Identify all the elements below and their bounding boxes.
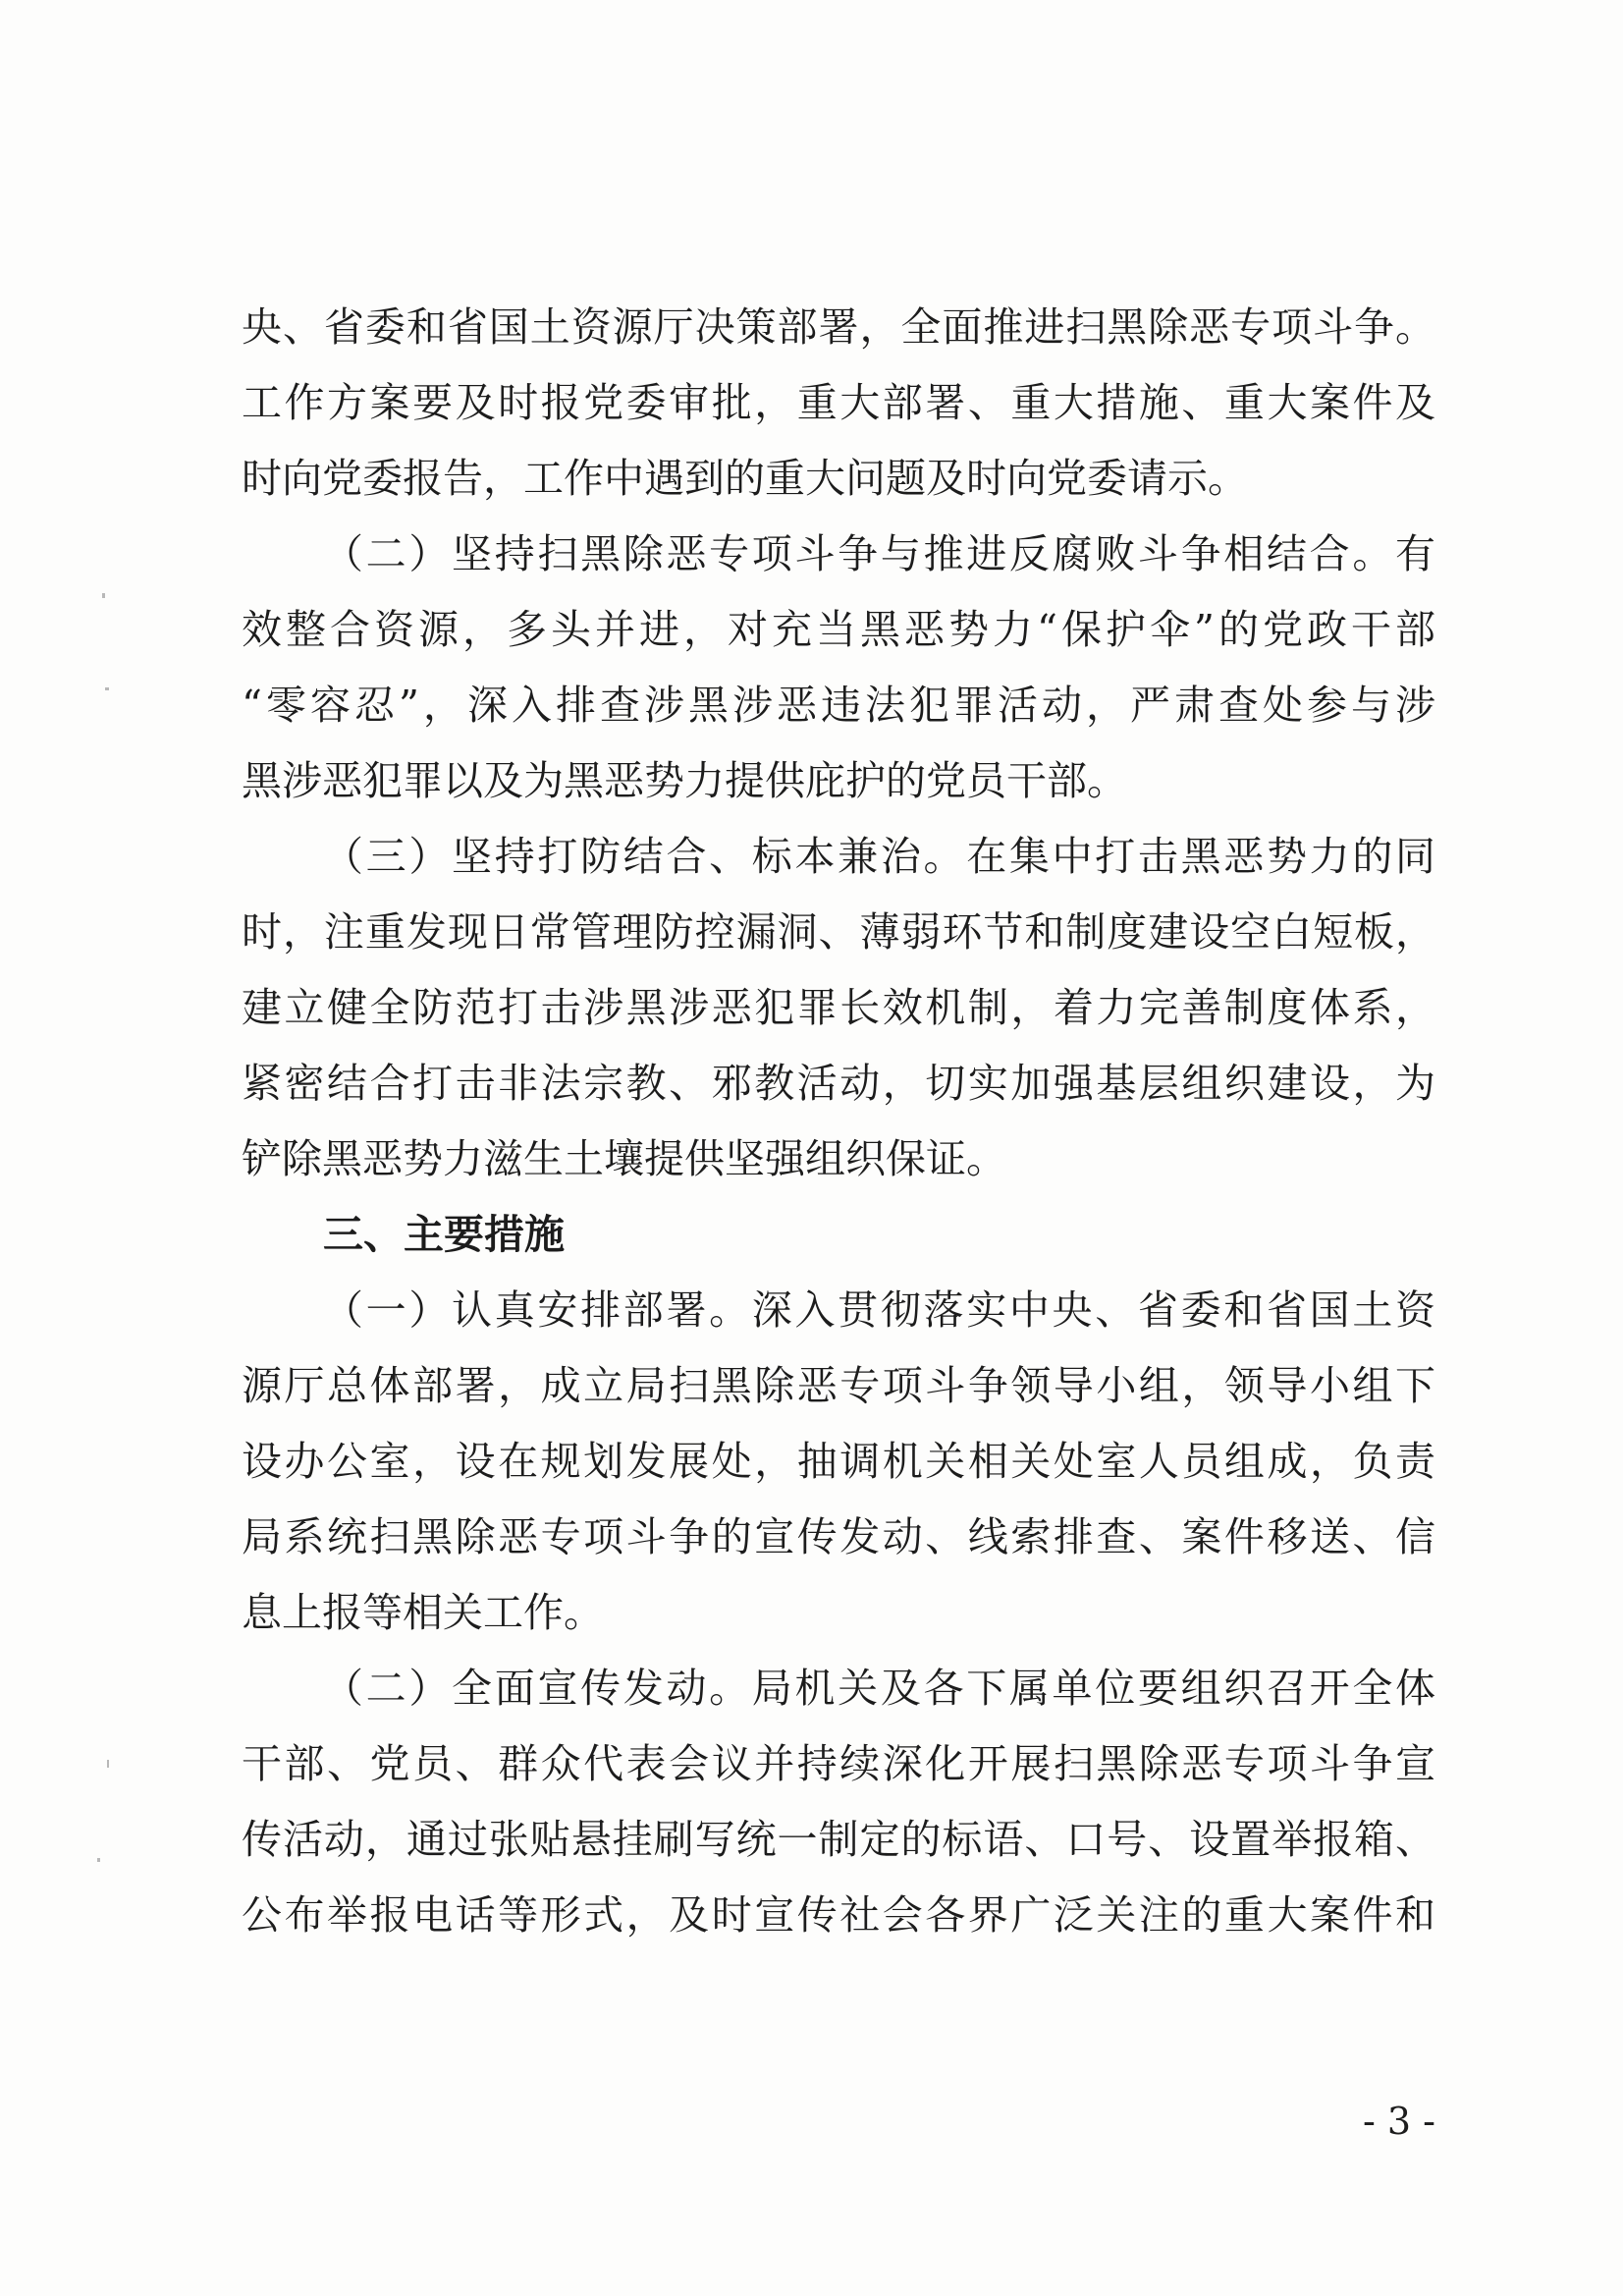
section-heading: 三、主要措施 xyxy=(323,1211,565,1258)
page-number: - 3 - xyxy=(1362,2100,1435,2143)
scan-speck xyxy=(102,593,105,598)
text-line: 时向党委报告，工作中遇到的重大问题及时向党委请示。 xyxy=(242,455,1248,502)
text-line: 公布举报电话等形式，及时宣传社会各界广泛关注的重大案件和 xyxy=(242,1891,1435,1939)
text-line: 建立健全防范打击涉黑涉恶犯罪长效机制，着力完善制度体系， xyxy=(242,984,1435,1031)
text-line: 黑涉恶犯罪以及为黑恶势力提供庇护的党员干部。 xyxy=(242,757,1127,804)
text-line: 铲除黑恶势力滋生土壤提供坚强组织保证。 xyxy=(242,1135,1006,1182)
text-line: 干部、党员、群众代表会议并持续深化开展扫黑除恶专项斗争宣 xyxy=(242,1740,1435,1787)
text-line: 设办公室，设在规划发展处，抽调机关相关处室人员组成，负责 xyxy=(242,1438,1435,1485)
text-line: 央、省委和省国土资源厅决策部署，全面推进扫黑除恶专项斗争。 xyxy=(242,303,1435,351)
text-line: 息上报等相关工作。 xyxy=(242,1589,604,1636)
scan-speck xyxy=(105,687,109,690)
text-line: 局系统扫黑除恶专项斗争的宣传发动、线索排查、案件移送、信 xyxy=(242,1513,1435,1560)
text-line: 效整合资源，多头并进，对充当黑恶势力“保护伞”的党政干部 xyxy=(242,606,1435,653)
text-line: （二）全面宣传发动。局机关及各下属单位要组织召开全体 xyxy=(323,1665,1435,1712)
text-line: （二）坚持扫黑除恶专项斗争与推进反腐败斗争相结合。有 xyxy=(323,530,1435,577)
text-line: 时，注重发现日常管理防控漏洞、薄弱环节和制度建设空白短板， xyxy=(242,908,1435,956)
scan-speck xyxy=(107,1760,109,1768)
text-line: （一）认真安排部署。深入贯彻落实中央、省委和省国土资 xyxy=(323,1286,1435,1334)
text-line: （三）坚持打防结合、标本兼治。在集中打击黑恶势力的同 xyxy=(323,833,1435,880)
scan-speck xyxy=(97,1858,100,1862)
text-line: 工作方案要及时报党委审批，重大部署、重大措施、重大案件及 xyxy=(242,379,1435,426)
text-line: “零容忍”，深入排查涉黑涉恶违法犯罪活动，严肃查处参与涉 xyxy=(242,682,1435,729)
text-line: 传活动，通过张贴悬挂刷写统一制定的标语、口号、设置举报箱、 xyxy=(242,1816,1435,1863)
text-line: 紧密结合打击非法宗教、邪教活动，切实加强基层组织建设，为 xyxy=(242,1060,1435,1107)
text-line: 源厅总体部署，成立局扫黑除恶专项斗争领导小组，领导小组下 xyxy=(242,1362,1435,1409)
